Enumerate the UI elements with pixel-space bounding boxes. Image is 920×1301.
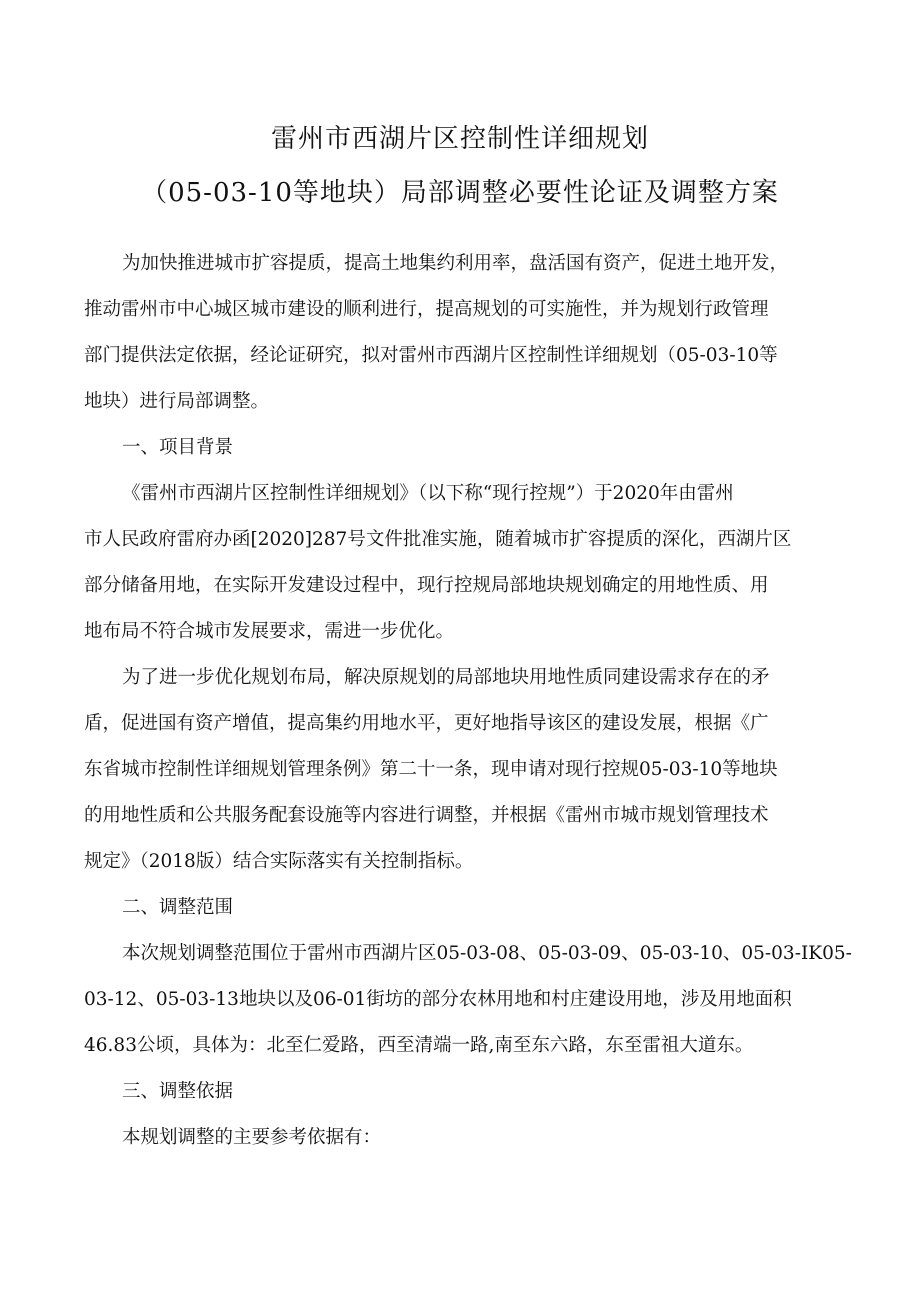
paragraph-line: 东省城市控制性详细规划管理条例》第二十一条，现申请对现行控规05-03-10等地块 <box>84 759 778 780</box>
paragraph-line: 46.83公顷，具体为：北至仁爱路，西至清端一路,南至东六路，东至雷祖大道东。 <box>84 1035 754 1056</box>
paragraph-line: 《雷州市西湖片区控制性详细规划》（以下称“现行控规”）于2020年由雷州 <box>122 483 734 504</box>
intro-line: 推动雷州市中心城区城市建设的顺利进行，提高规划的可实施性，并为规划行政管理 <box>84 299 769 320</box>
section-heading-scope <box>84 885 854 931</box>
paragraph-line: 盾，促进国有资产增值，提高集约用地水平，更好地指导该区的建设发展，根据《广 <box>84 713 769 734</box>
scope-paragraph <box>84 931 854 1069</box>
basis-paragraph <box>84 1115 854 1161</box>
background-paragraph-2 <box>84 655 854 885</box>
background-paragraph-1 <box>84 471 854 655</box>
paragraph-line: 部分储备用地，在实际开发建设过程中，现行控规局部地块规划确定的用地性质、用 <box>84 575 769 596</box>
section-heading: 一、项目背景 <box>122 437 234 458</box>
paragraph-line: 的用地性质和公共服务配套设施等内容进行调整，并根据《雷州市城市规划管理技术 <box>84 805 769 826</box>
paragraph-line: 为了进一步优化规划布局，解决原规划的局部地块用地性质同建设需求存在的矛 <box>122 667 770 688</box>
section-heading-basis <box>84 1069 854 1115</box>
paragraph-line: 本次规划调整范围位于雷州市西湖片区05-03-08、05-03-09、05-03-10、05-03-IK05- <box>122 943 852 964</box>
intro-line: 部门提供法定依据，经论证研究，拟对雷州市西湖片区控制性详细规划（05-03-10等 <box>84 345 778 366</box>
paragraph-line: 本规划调整的主要参考依据有： <box>122 1127 382 1148</box>
section-heading: 二、调整范围 <box>122 897 234 918</box>
section-heading: 三、调整依据 <box>122 1081 234 1102</box>
paragraph-line: 地布局不符合城市发展要求，需进一步优化。 <box>84 621 455 642</box>
intro-line: 为加快推进城市扩容提质，提高土地集约利用率，盘活国有资产，促进土地开发， <box>122 253 789 274</box>
intro-paragraph <box>84 241 854 425</box>
intro-line: 地块）进行局部调整。 <box>84 391 270 412</box>
paragraph-line: 规定》（2018版）结合实际落实有关控制指标。 <box>84 851 474 872</box>
section-heading-background <box>84 425 854 471</box>
paragraph-line: 市人民政府雷府办函[2020]287号文件批准实施，随着城市扩容提质的深化，西湖片区 <box>84 529 792 550</box>
document-subtitle: （05-03-10等地块）局部调整必要性论证及调整方案 <box>141 178 779 208</box>
document-title: 雷州市西湖片区控制性详细规划 <box>270 124 649 154</box>
paragraph-line: 03-12、05-03-13地块以及06-01街坊的部分农林用地和村庄建设用地，涉及用地面积 <box>84 989 792 1010</box>
